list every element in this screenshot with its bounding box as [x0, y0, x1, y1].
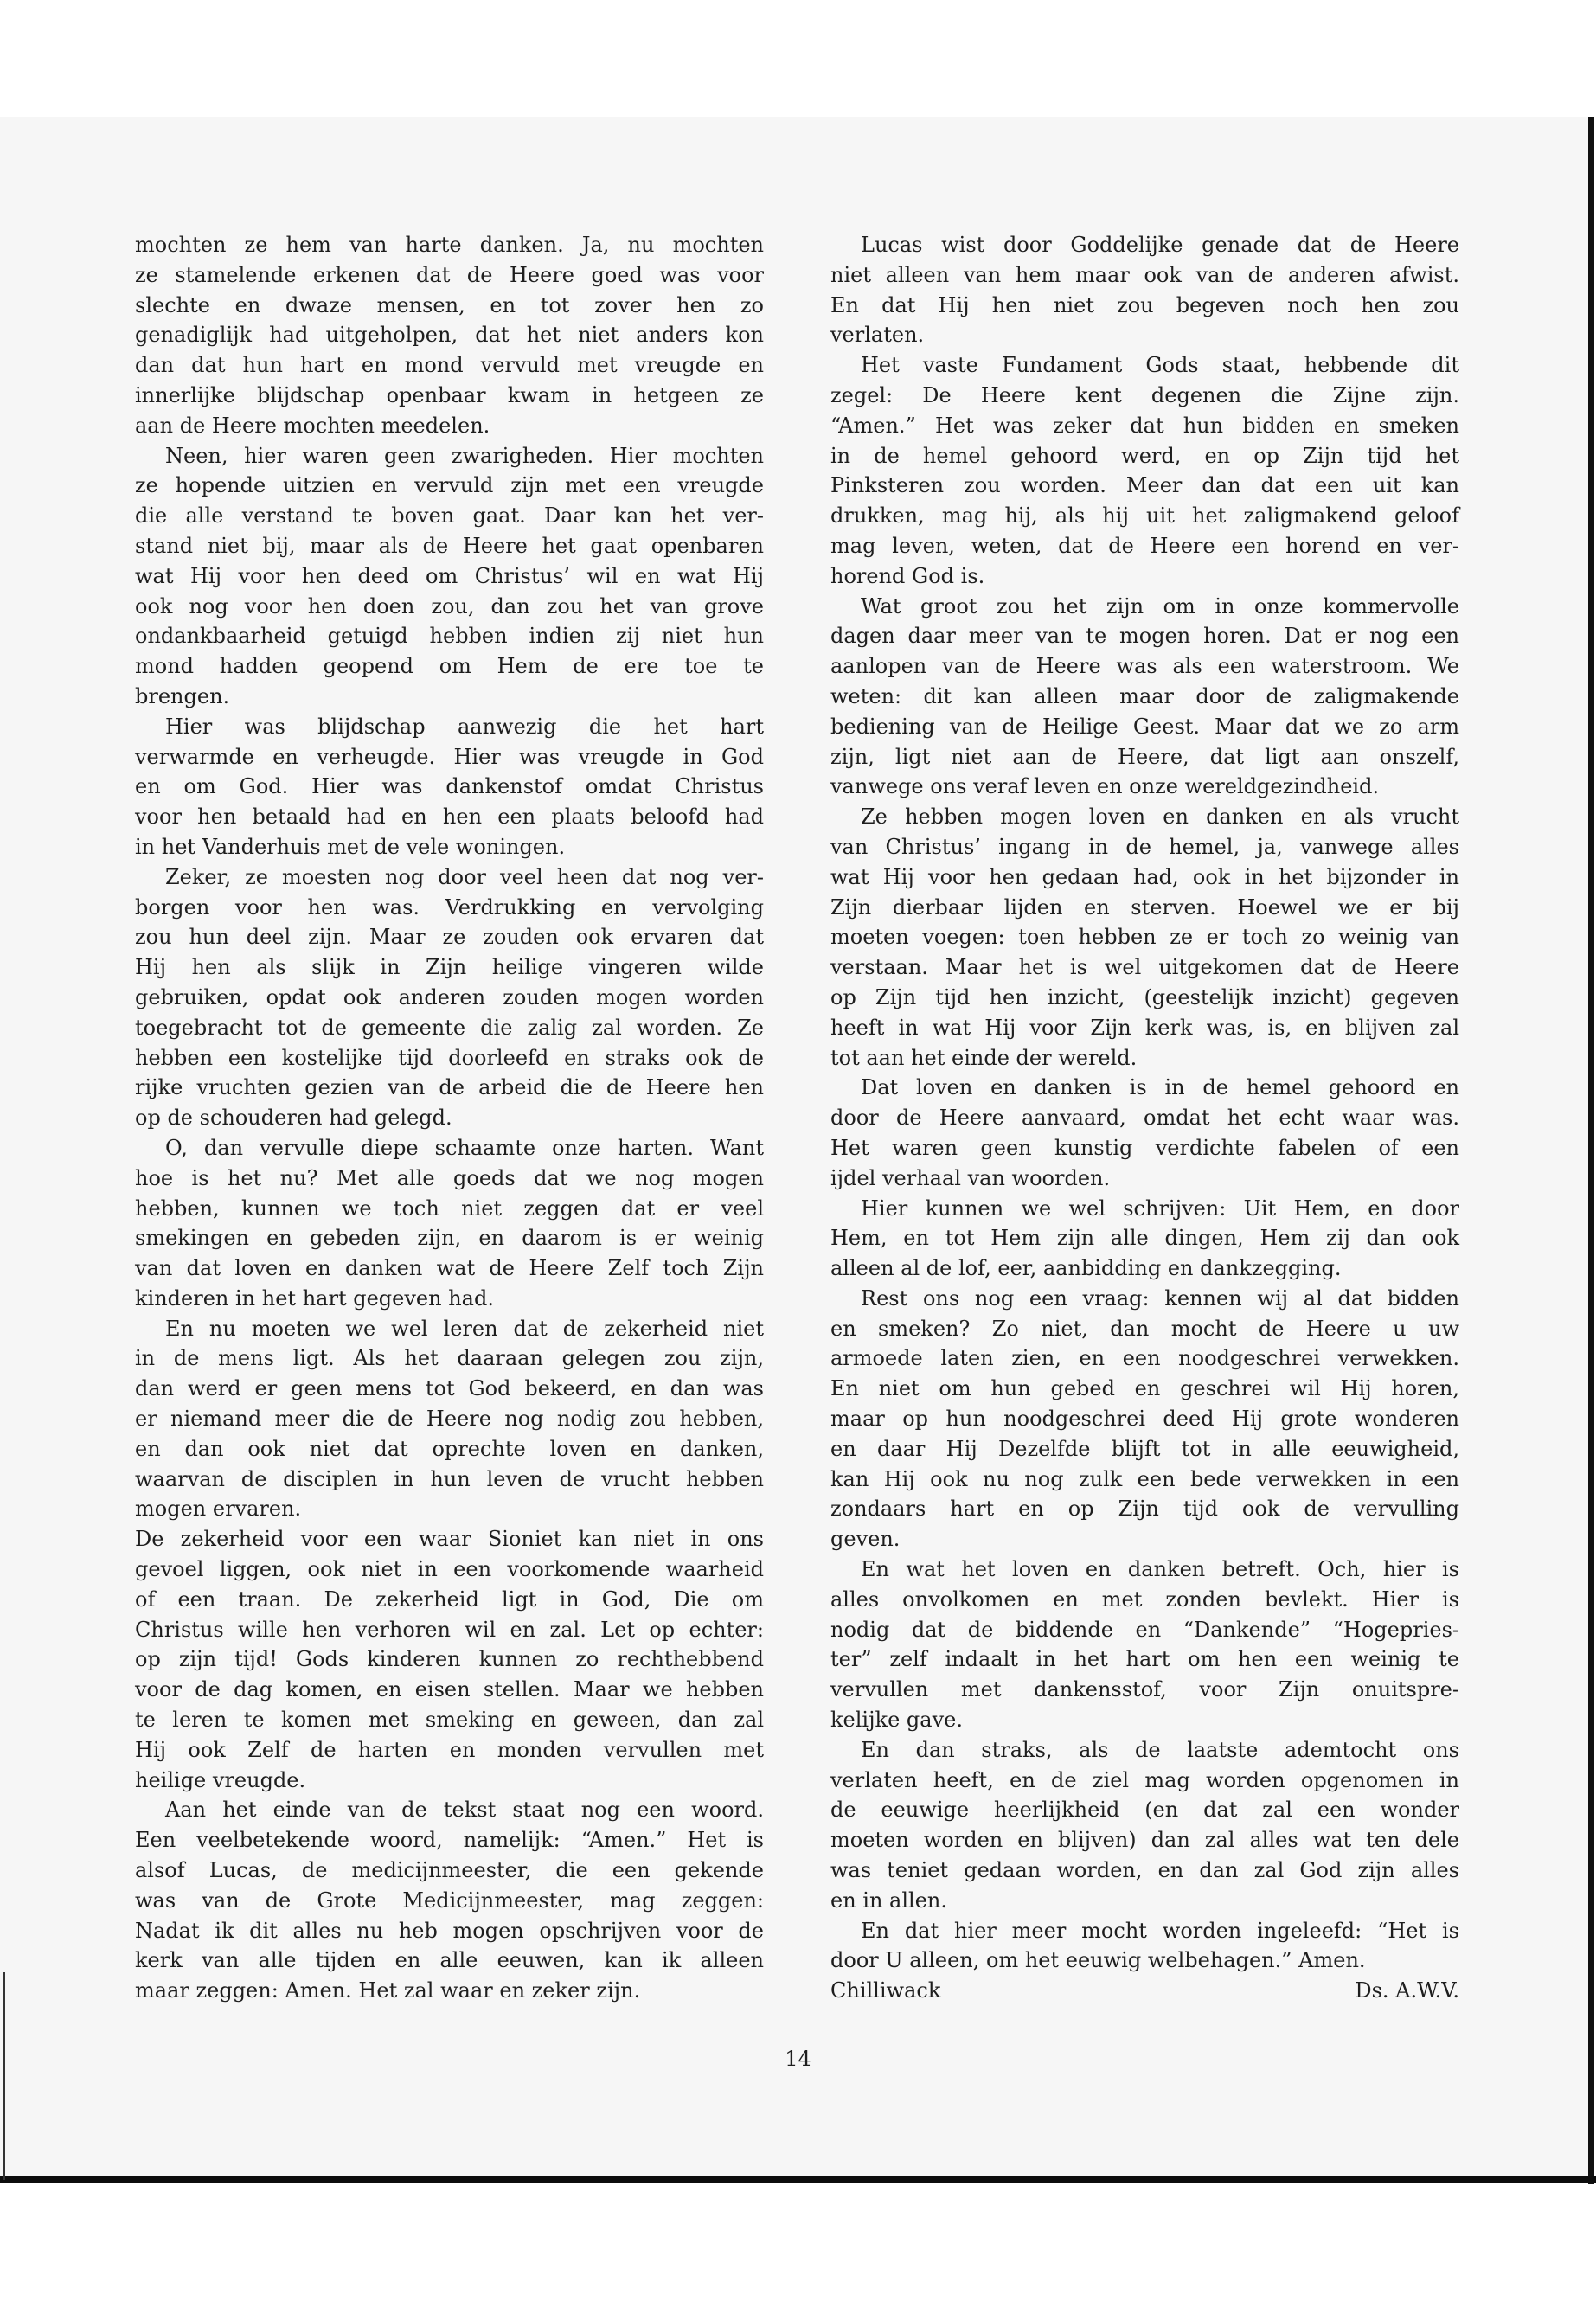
text-line: Hier kunnen we wel schrijven: Uit Hem, en door — [861, 1195, 1459, 1221]
text-line: alleen al de lof, eer, aanbidding en dankzegging. — [830, 1256, 1342, 1281]
text-line: brengen. — [135, 683, 230, 708]
text-line: Pinksteren zou worden. Meer dan dat een uit kan — [830, 473, 1459, 498]
text-line: verlaten heeft, en de ziel mag worden opgenomen in — [830, 1767, 1459, 1792]
text-line: dan werd er geen mens tot God bekeerd, en dan was — [135, 1376, 764, 1401]
signature — [830, 1976, 1459, 2006]
text-line: “Amen.” Het was zeker dat hun bidden en smeken — [830, 413, 1459, 438]
text-line: moeten worden en blijven) dan zal alles wat ten dele — [830, 1828, 1459, 1853]
text-line: slechte en dwaze mensen, en tot zover hen zo — [135, 292, 764, 317]
text-line: mochten ze hem van harte danken. Ja, nu mochten — [135, 233, 764, 257]
text-line: maar op hun noodgeschrei deed Hij grote wonderen — [830, 1407, 1459, 1432]
text-line: toegebracht tot de gemeente die zalig zal worden. Ze — [135, 1015, 764, 1040]
text-line: Nadat ik dit alles nu heb mogen opschrijven voor de — [135, 1918, 764, 1943]
text-line: Het waren geen kunstig verdichte fabelen of een — [830, 1135, 1459, 1160]
text-line: Zeker, ze moesten nog door veel heen dat nog ver- — [165, 864, 764, 889]
text-line: op zijn tijd! Gods kinderen kunnen zo rechthebbend — [135, 1647, 764, 1672]
text-line: ter” zelf indaalt in het hart om hen een weinig te — [830, 1647, 1459, 1672]
text-line: alles onvolkomen en met zonden bevlekt. Hier is — [830, 1586, 1459, 1612]
text-line: in de mens ligt. Als het daaraan gelegen zou zijn, — [135, 1346, 764, 1371]
text-line: dagen daar meer van te mogen horen. Dat er nog een — [830, 624, 1459, 649]
signature-place: Chilliwack — [830, 1978, 941, 2003]
text-line: innerlijke blijdschap openbaar kwam in hetgeen ze — [135, 382, 764, 407]
text-line: stand niet bij, maar als de Heere het gaat openbaren — [135, 533, 764, 558]
scan-edge-left — [3, 1972, 5, 2180]
text-line: of een traan. De zekerheid ligt in God, Die om — [135, 1586, 764, 1612]
text-line: ze stamelende erkenen dat de Heere goed was voor — [135, 262, 764, 287]
text-line: geven. — [830, 1527, 901, 1552]
text-line: En dat Hij hen niet zou begeven noch hen zou — [830, 292, 1459, 317]
paragraph — [830, 1735, 1459, 1916]
text-line: mogen ervaren. — [135, 1497, 302, 1522]
text-line: Neen, hier waren geen zwarigheden. Hier mochten — [165, 443, 764, 468]
text-line: op Zijn tijd hen inzicht, (geestelijk inzicht) gegeven — [830, 984, 1459, 1009]
text-line: mag leven, weten, dat de Heere een horend en ver- — [830, 533, 1459, 558]
text-line: Zijn dierbaar lijden en sterven. Hoewel we er bij — [830, 894, 1459, 920]
paragraph — [135, 1524, 764, 1795]
text-line: Hier was blijdschap aanwezig die het hart — [165, 714, 764, 739]
text-line: voor hen betaald had en hen een plaats beloofd had — [135, 804, 764, 830]
text-line: was teniet gedaan worden, en dan zal God zijn alles — [830, 1858, 1459, 1883]
paragraph — [135, 441, 764, 712]
text-line: verstaan. Maar het is wel uitgekomen dat de Heere — [830, 955, 1459, 980]
text-line: Aan het einde van de tekst staat nog een woord. — [165, 1798, 764, 1823]
text-line: op de schouderen had gelegd. — [135, 1106, 452, 1131]
text-line: hoe is het nu? Met alle goeds dat we nog mogen — [135, 1165, 764, 1190]
text-line: was van de Grote Medicijnmeester, mag zeggen: — [135, 1888, 764, 1913]
text-line: heilige vreugde. — [135, 1767, 306, 1792]
text-line: ondankbaarheid getuigd hebben indien zij niet hun — [135, 624, 764, 649]
text-line: wat Hij voor hen deed om Christus’ wil en wat Hij — [135, 563, 764, 588]
text-line: waarvan de disciplen in hun leven de vrucht hebben — [135, 1466, 764, 1491]
text-line: De zekerheid voor een waar Sioniet kan niet in ons — [135, 1527, 764, 1552]
paragraph — [135, 1133, 764, 1314]
text-line: gebruiken, opdat ook anderen zouden mogen worden — [135, 984, 764, 1009]
text-line: zegel: De Heere kent degenen die Zijne zijn. — [830, 382, 1459, 407]
text-line: gevoel liggen, ook niet in een voorkomende waarheid — [135, 1557, 764, 1582]
text-line: kinderen in het hart gegeven had. — [135, 1285, 494, 1311]
text-line: drukken, mag hij, als hij uit het zaligmakend geloof — [830, 503, 1459, 529]
text-line: smekingen en gebeden zijn, en daarom is er weinig — [135, 1226, 764, 1251]
text-line: alsof Lucas, de medicijnmeester, die een gekende — [135, 1858, 764, 1883]
paragraph — [830, 350, 1459, 591]
text-line: dan dat hun hart en mond vervuld met vreugde en — [135, 353, 764, 378]
text-line: zou hun deel zijn. Maar ze zouden ook ervaren dat — [135, 925, 764, 950]
text-line: voor de dag komen, en eisen stellen. Maar we hebben — [135, 1677, 764, 1702]
text-line: Een veelbetekende woord, namelijk: “Amen.” Het is — [135, 1828, 764, 1853]
text-line: verwarmde en verheugde. Hier was vreugde in God — [135, 744, 764, 769]
paragraph — [830, 592, 1459, 803]
text-line: zondaars hart en op Zijn tijd ook de vervulling — [830, 1497, 1459, 1522]
text-line: En wat het loven en danken betreft. Och, hier is — [861, 1557, 1459, 1582]
text-line: door U alleen, om het eeuwig welbehagen.” Amen. — [830, 1948, 1366, 1973]
text-line: horend God is. — [830, 563, 985, 588]
text-line: in de hemel gehoord werd, en op Zijn tijd het — [830, 443, 1459, 468]
text-line: heeft in wat Hij voor Zijn kerk was, is, en blijven zal — [830, 1015, 1459, 1040]
text-line: Hij ook Zelf de harten en monden vervullen met — [135, 1737, 764, 1762]
paragraph — [135, 712, 764, 862]
text-line: kerk van alle tijden en alle eeuwen, kan ik alleen — [135, 1948, 764, 1973]
text-line: Lucas wist door Goddelijke genade dat de Heere — [861, 233, 1459, 257]
page-number: 14 — [785, 2047, 811, 2071]
text-line: hebben een kostelijke tijd doorleefd en straks ook de — [135, 1045, 764, 1070]
paragraph — [135, 862, 764, 1133]
text-line: Ze hebben mogen loven en danken en als vrucht — [861, 804, 1459, 830]
text-line: door de Heere aanvaard, omdat het echt waar was. — [830, 1106, 1459, 1131]
text-line: mond hadden geopend om Hem de ere toe te — [135, 654, 764, 679]
paragraph — [830, 1194, 1459, 1284]
text-line: er niemand meer die de Heere nog nodig zou hebben, — [135, 1407, 764, 1432]
text-line: hebben, kunnen we toch niet zeggen dat er veel — [135, 1195, 764, 1221]
text-line: zijn, ligt niet aan de Heere, dat ligt aan onszelf, — [830, 744, 1459, 769]
text-line: van dat loven en danken wat de Heere Zelf toch Zijn — [135, 1256, 764, 1281]
text-line: borgen voor hen was. Verdrukking en vervolging — [135, 894, 764, 920]
paragraph — [830, 1284, 1459, 1554]
text-line: en daar Hij Dezelfde blijft tot in alle eeuwigheid, — [830, 1436, 1459, 1461]
text-line: verlaten. — [830, 323, 925, 348]
text-line: Het vaste Fundament Gods staat, hebbende dit — [861, 353, 1459, 378]
text-line: maar zeggen: Amen. Het zal waar en zeker zijn. — [135, 1978, 641, 2003]
text-line: die alle verstand te boven gaat. Daar kan het ver- — [135, 503, 764, 529]
text-line: Hij hen als slijk in Zijn heilige vingeren wilde — [135, 955, 764, 980]
right-column — [830, 230, 1459, 2006]
text-line: bediening van de Heilige Geest. Maar dat we zo arm — [830, 714, 1459, 739]
left-column — [135, 230, 764, 2006]
text-line: en in allen. — [830, 1888, 947, 1913]
text-line: Dat loven en danken is in de hemel gehoord en — [861, 1075, 1459, 1100]
paragraph — [830, 802, 1459, 1073]
text-line: kan Hij ook nu nog zulk een bede verwekken in een — [830, 1466, 1459, 1491]
text-line: ijdel verhaal van woorden. — [830, 1165, 1111, 1190]
paragraph — [135, 1314, 764, 1525]
paragraph — [830, 230, 1459, 350]
text-line: en smeken? Zo niet, dan mocht de Heere u uw — [830, 1316, 1459, 1341]
paragraph — [830, 1916, 1459, 1977]
scan-edge-bottom — [0, 2176, 1596, 2183]
text-line: de eeuwige heerlijkheid (en dat zal een wonder — [830, 1798, 1459, 1823]
text-line: moeten voegen: toen hebben ze er toch zo weinig van — [830, 925, 1459, 950]
signature-author: Ds. A.W.V. — [1355, 1978, 1459, 2003]
text-line: Hem, en tot Hem zijn alle dingen, Hem zij dan ook — [830, 1226, 1459, 1251]
text-line: En niet om hun gebed en geschrei wil Hij horen, — [830, 1376, 1459, 1401]
text-line: armoede laten zien, en een noodgeschrei verwekken. — [830, 1346, 1459, 1371]
text-line: weten: dit kan alleen maar door de zaligmakende — [830, 683, 1459, 708]
text-line: kelijke gave. — [830, 1708, 963, 1733]
text-line: aan de Heere mochten meedelen. — [135, 413, 490, 438]
text-line: rijke vruchten gezien van de arbeid die de Heere hen — [135, 1075, 764, 1100]
text-line: En dat hier meer mocht worden ingeleefd: “Het is — [861, 1918, 1459, 1943]
paragraph — [830, 1554, 1459, 1735]
text-line: nodig dat de biddende en “Dankende” “Hogepries- — [830, 1617, 1459, 1642]
text-line: Wat groot zou het zijn om in onze kommervolle — [861, 593, 1459, 619]
text-line: Christus wille hen verhoren wil en zal. Let op echter: — [135, 1617, 764, 1642]
text-line: niet alleen van hem maar ook van de anderen afwist. — [830, 262, 1459, 287]
text-line: En dan straks, als de laatste ademtocht ons — [861, 1737, 1459, 1762]
text-line: vervullen met dankensstof, voor Zijn onuitspre- — [830, 1677, 1459, 1702]
paragraph — [135, 230, 764, 441]
text-line: genadiglijk had uitgeholpen, dat het niet anders kon — [135, 323, 764, 348]
scan-edge-right — [1588, 117, 1594, 2184]
paragraph — [135, 1795, 764, 2006]
text-line: in het Vanderhuis met de vele woningen. — [135, 834, 566, 859]
text-line: en dan ook niet dat oprechte loven en danken, — [135, 1436, 764, 1461]
text-line: tot aan het einde der wereld. — [830, 1045, 1138, 1070]
text-line: van Christus’ ingang in de hemel, ja, vanwege alles — [830, 834, 1459, 859]
paragraph — [830, 1073, 1459, 1193]
text-line: ook nog voor hen doen zou, dan zou het van grove — [135, 593, 764, 619]
text-line: te leren te komen met smeking en geween, dan zal — [135, 1708, 764, 1733]
text-line: En nu moeten we wel leren dat de zekerheid niet — [165, 1316, 764, 1341]
text-line: aanlopen van de Heere was als een waterstroom. We — [830, 654, 1459, 679]
text-line: vanwege ons veraf leven en onze wereldgezindheid. — [830, 774, 1380, 799]
text-line: wat Hij voor hen gedaan had, ook in het bijzonder in — [830, 864, 1459, 889]
text-line: Rest ons nog een vraag: kennen wij al dat bidden — [861, 1285, 1459, 1311]
text-line: ze hopende uitzien en vervuld zijn met een vreugde — [135, 473, 764, 498]
text-line: en om God. Hier was dankenstof omdat Christus — [135, 774, 764, 799]
text-line: O, dan vervulle diepe schaamte onze harten. Want — [165, 1135, 764, 1160]
